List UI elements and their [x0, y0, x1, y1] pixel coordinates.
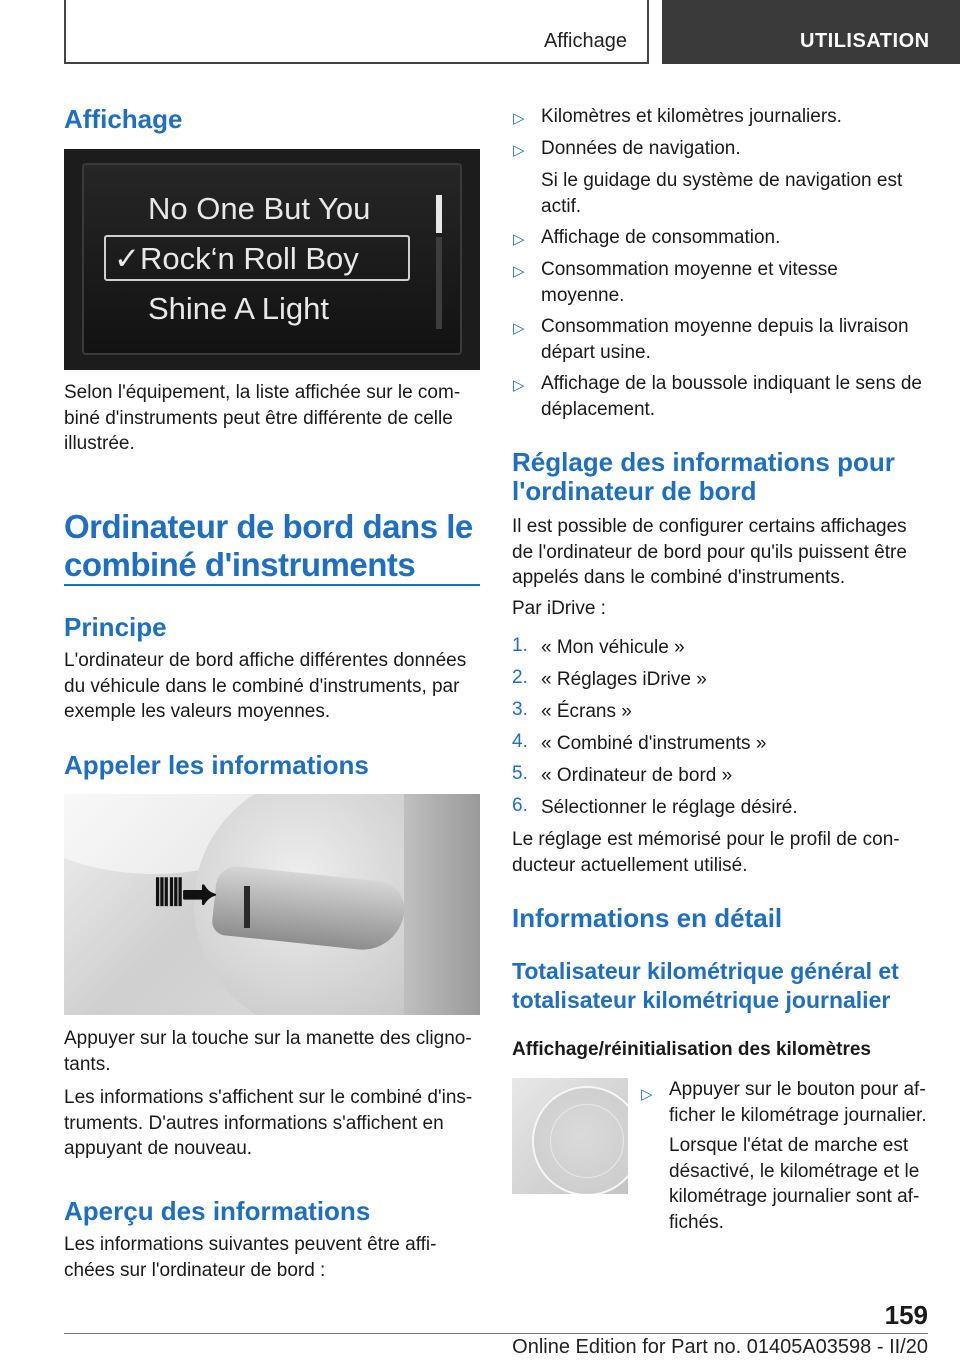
- heading-principe: Principe: [64, 612, 167, 642]
- appuyer-text: Appuyer sur la touche sur la manette des cligno- tants.: [64, 1028, 472, 1075]
- bullet-item: Kilomètres et kilomètres journaliers.: [541, 106, 842, 127]
- bullet-item: Affichage de la boussole indiquant le sens de déplacement.: [541, 373, 922, 420]
- bullet-triangle-icon: ▷: [513, 110, 525, 127]
- heading-reglage: Réglage des informations pour l'ordinateur de bord: [512, 447, 895, 506]
- heading-totalisateur: Totalisateur kilométrique général et totalisateur kilométrique journalier: [512, 958, 899, 1013]
- heading-rule: [64, 584, 480, 586]
- bullet-triangle-icon: ▷: [513, 263, 525, 280]
- press-arrow-icon: ⦀⦀⮕: [154, 872, 216, 913]
- bullet-item: Consommation moyenne et vitesse moyenne.: [541, 259, 838, 306]
- step-number: 5.: [512, 763, 528, 784]
- menu-item-2: ✓Rock‘n Roll Boy: [114, 241, 359, 276]
- heading-appeler: Appeler les informations: [64, 750, 369, 780]
- bullet-triangle-icon: ▷: [641, 1086, 653, 1103]
- step-number: 3.: [512, 699, 528, 720]
- stalk-image: [64, 794, 480, 1015]
- bullet-triangle-icon: ▷: [513, 320, 525, 337]
- step-number: 1.: [512, 635, 528, 656]
- memo-text: Le réglage est mémorisé pour le profil de con- ducteur actuellement utilisé.: [512, 829, 900, 876]
- step-text: « Réglages iDrive »: [541, 669, 707, 690]
- header-frame: [64, 0, 649, 64]
- heading-reinit: Affichage/réinitialisation des kilomètres: [512, 1039, 871, 1060]
- step-text: « Écrans »: [541, 701, 632, 722]
- reglage-text: Il est possible de configurer certains affichages de l'ordinateur de bord pour qu'ils puissent être appelés dans le combiné d'instruments.: [512, 516, 907, 588]
- step-text: « Ordinateur de bord »: [541, 765, 733, 786]
- footer-rule: [64, 1333, 928, 1334]
- step-number: 2.: [512, 667, 528, 688]
- heading-affichage: Affichage: [64, 104, 183, 134]
- bullet-triangle-icon: ▷: [513, 377, 525, 394]
- button-image: [512, 1078, 628, 1194]
- heading-apercu: Aperçu des informations: [64, 1196, 371, 1226]
- step-text: « Mon véhicule »: [541, 637, 685, 658]
- scrollbar-track: [436, 237, 442, 329]
- footer-edition: Online Edition for Part no. 01405A03598 - II/20: [512, 1336, 928, 1358]
- bullet-item: Consommation moyenne depuis la livraison départ usine.: [541, 316, 909, 363]
- nav-note: Si le guidage du système de navigation est actif.: [541, 170, 903, 217]
- principe-text: L'ordinateur de bord affiche différentes données du véhicule dans le combiné d'instruments, par exemple les valeurs moyennes.: [64, 650, 467, 722]
- heading-ordinateur: Ordinateur de bord dans le combiné d'instruments: [64, 508, 473, 583]
- menu-item-3: Shine A Light: [148, 291, 329, 326]
- reinit-bullet: Appuyer sur le bouton pour af- ficher le kilométrage journalier.: [669, 1079, 927, 1126]
- step-text: Sélectionner le réglage désiré.: [541, 797, 798, 818]
- bullet-triangle-icon: ▷: [513, 231, 525, 248]
- apercu-text: Les informations suivantes peuvent être affi- chées sur l'ordinateur de bord :: [64, 1234, 437, 1281]
- step-text: « Combiné d'instruments »: [541, 733, 767, 754]
- header-section-title: Affichage: [543, 30, 627, 52]
- header-chapter-title: UTILISATION: [800, 30, 930, 52]
- scrollbar-thumb: [436, 195, 442, 233]
- bullet-item: Affichage de consommation.: [541, 227, 781, 248]
- page-number: 159: [884, 1300, 928, 1330]
- heading-details: Informations en détail: [512, 903, 783, 933]
- caption-equipment: Selon l'équipement, la liste affichée sur le com- biné d'instruments peut être différente de celle illustrée.: [64, 382, 461, 454]
- display-image: [64, 149, 480, 370]
- step-number: 4.: [512, 731, 528, 752]
- step-number: 6.: [512, 795, 528, 816]
- reinit-note: Lorsque l'état de marche est désactivé, le kilométrage et le kilométrage journalier sont af- fichés.: [669, 1135, 920, 1233]
- bullet-triangle-icon: ▷: [513, 142, 525, 159]
- bullet-item: Données de navigation.: [541, 138, 741, 159]
- par-idrive: Par iDrive :: [512, 598, 606, 619]
- menu-item-1: No One But You: [148, 191, 371, 226]
- les-infos-text: Les informations s'affichent sur le combiné d'ins- truments. D'autres informations s'affichent en appuyant de nouveau.: [64, 1087, 473, 1159]
